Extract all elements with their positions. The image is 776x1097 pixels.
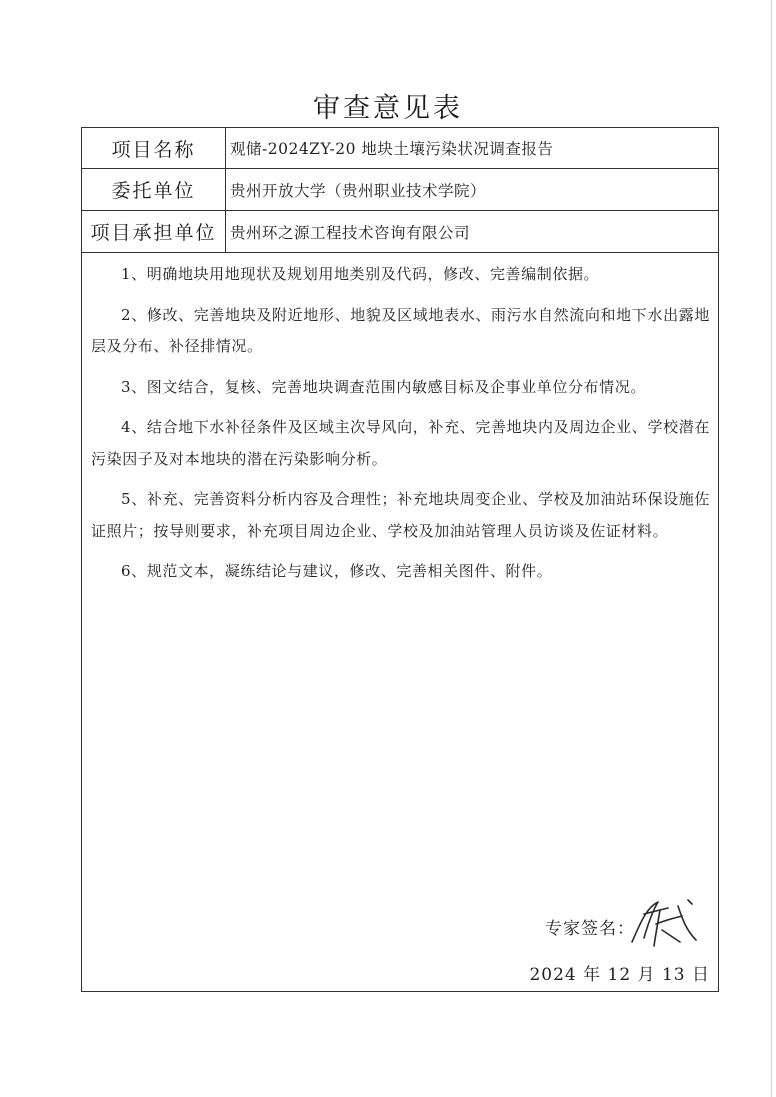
client-label: 委托单位 — [82, 169, 226, 210]
opinion-item: 6、规范文本，凝练结论与建议，修改、完善相关图件、附件。 — [121, 562, 553, 580]
opinions-list — [91, 259, 710, 597]
review-opinion-form — [81, 127, 719, 992]
project-name-label: 项目名称 — [82, 128, 226, 168]
opinion-item: 5、补充、完善资料分析内容及合理性；补充地块周变企业、学校及加油站环保设施佐证照片；按导则要求，补充项目周边企业、学校及加油站管理人员访谈及佐证材料。 — [91, 490, 710, 540]
opinion-item: 4、结合地下水补径条件及区域主次导风向，补充、完善地块内及周边企业、学校潜在污染因子及对本地块的潜在污染影响分析。 — [91, 418, 710, 468]
contractor-value: 贵州环之源工程技术咨询有限公司 — [230, 223, 471, 242]
handwritten-signature — [622, 894, 702, 950]
contractor-row — [82, 211, 718, 253]
project-name-row — [82, 128, 718, 169]
opinion-item: 1、明确地块用地现状及规划用地类别及代码，修改、完善编制依据。 — [121, 265, 600, 283]
signature-label: 专家签名： — [545, 919, 635, 939]
client-row — [82, 169, 718, 211]
page-edge-line — [771, 0, 772, 1097]
client-value: 贵州开放大学（贵州职业技术学院） — [230, 181, 487, 200]
contractor-label: 项目承担单位 — [82, 211, 226, 252]
page-title: 审查意见表 — [313, 93, 463, 124]
signature-date: 2024 年 12 月 13 日 — [529, 965, 710, 985]
opinion-item: 3、图文结合，复核、完善地块调查范围内敏感目标及企事业单位分布情况。 — [121, 377, 646, 396]
project-name-value: 观储-2024ZY-20 地块土壤污染状况调查报告 — [230, 140, 554, 158]
opinion-item: 2、修改、完善地块及附近地形、地貌及区域地表水、雨污水自然流向和地下水出露地层及分布、补径排情况。 — [91, 305, 710, 355]
